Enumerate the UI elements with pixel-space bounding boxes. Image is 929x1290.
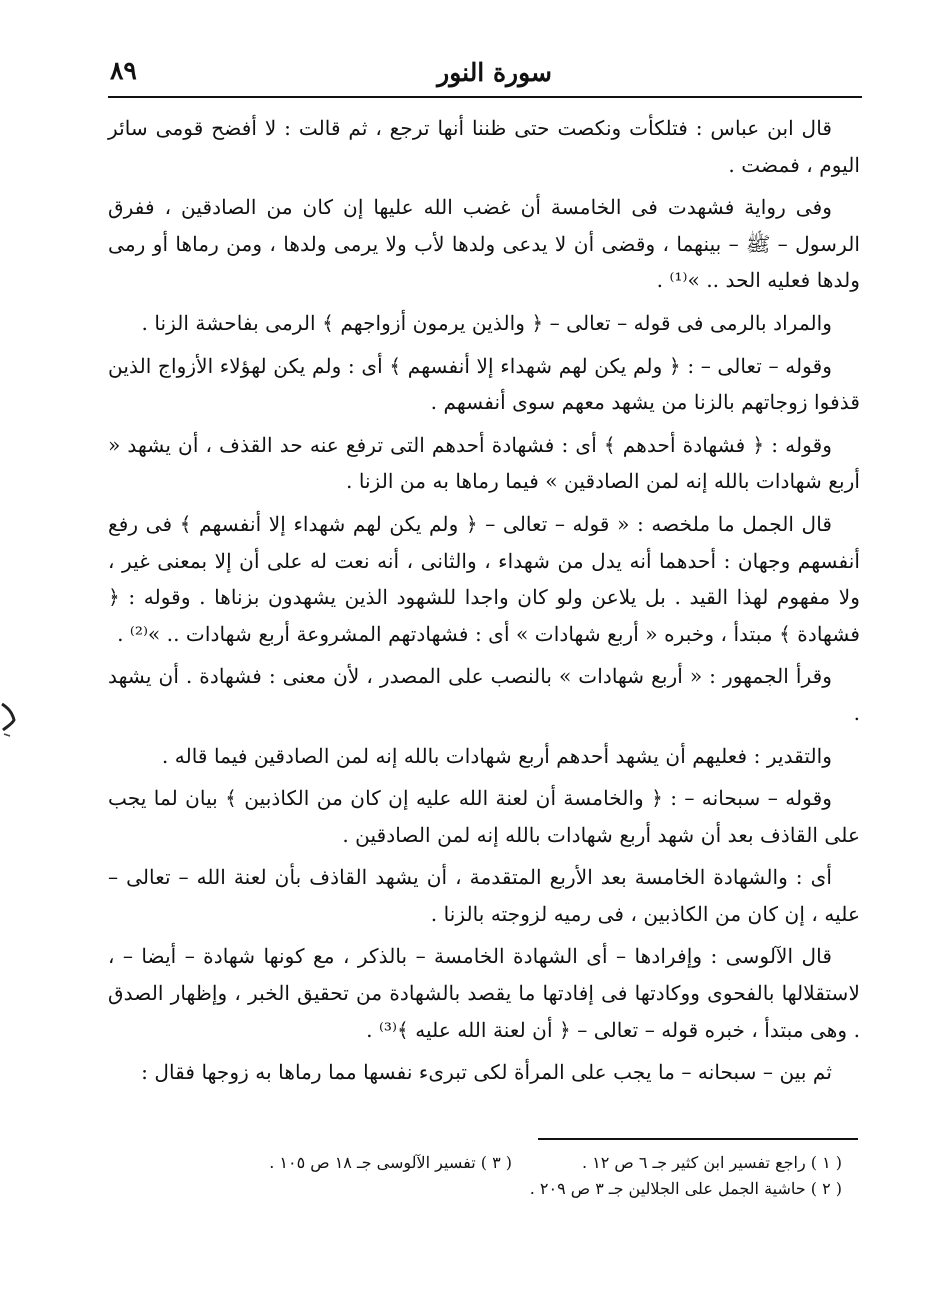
margin-ink-mark — [0, 690, 18, 750]
paragraph: أى : والشهادة الخامسة بعد الأربع المتقدمة ، أن يشهد القاذف بأن لعنة الله – تعالى – عليه ، إن كان من الكاذبين ، فى رميه لزوجته بالزنا . — [108, 865, 860, 926]
footnote-3: ( ٣ ) تفسير الآلوسى جـ ١٨ ص ١٠٥ . — [269, 1153, 512, 1172]
paragraph: والمراد بالرمى فى قوله – تعالى – ﴿ والذين يرمون أزواجهم ﴾ الرمى بفاحشة الزنا . — [141, 310, 832, 335]
footnote-divider — [538, 1138, 858, 1140]
footnote-1: ( ١ ) راجع تفسير ابن كثير جـ ٦ ص ١٢ . — [581, 1153, 842, 1172]
page-title: سورة النور — [437, 58, 552, 87]
paragraph: قال ابن عباس : فتلكأت ونكصت حتى ظننا أنها ترجع ، ثم قالت : لا أفضح قومى سائر اليوم ، فمضت . — [108, 116, 860, 177]
page-number: ٨٩ — [110, 56, 137, 85]
paragraph: قال الآلوسى : وإفرادها – أى الشهادة الخامسة – بالذكر ، مع كونها شهادة – أيضا – ، لاستقلالها بالفحوى ووكادتها فى إفادتها ما يقصد بالشهادة من تحقيق الخبر ، وإظهار الصدق . وهى مبتدأ ، خبره قوله – تعالى – ﴿ أن لعنة الله عليه ﴾⁽³⁾ . — [108, 944, 860, 1042]
footnote-2: ( ٢ ) حاشية الجمل على الجلالين جـ ٣ ص ٢٠٩ . — [529, 1179, 842, 1198]
footnotes — [130, 1150, 842, 1202]
paragraph: قال الجمل ما ملخصه : « قوله – تعالى – ﴿ ولم يكن لهم شهداء إلا أنفسهم ﴾ فى رفع أنفسهم وجهان : أحدهما أنه يدل من شهداء ، والثانى ، أنه نعت له على أن إلا بمعنى غير ، ولا مفهوم لهذا القيد . بل يلاعن ولو كان واجدا للشهود الذين يشهدون بزناها . وقوله : ﴿ فشهادة ﴾ مبتدأ ، وخبره « أربع شهادات » أى : فشهادتهم المشروعة أربع شهادات .. »⁽²⁾ . — [108, 511, 860, 646]
footnote-row — [130, 1150, 842, 1176]
paragraph: ثم بين – سبحانه – ما يجب على المرأة لكى تبرىء نفسها مما رماها به زوجها فقال : — [141, 1060, 832, 1085]
paragraph: وقوله – سبحانه – : ﴿ والخامسة أن لعنة الله عليه إن كان من الكاذبين ﴾ بيان لما يجب على القاذف بعد أن شهد أربع شهادات بالله إنه لمن الصادقين . — [108, 786, 860, 847]
paragraph: والتقدير : فعليهم أن يشهد أحدهم أربع شهادات بالله إنه لمن الصادقين فيما قاله . — [161, 743, 832, 768]
footnote-row — [130, 1176, 842, 1202]
paragraph: وفى رواية فشهدت فى الخامسة أن غضب الله عليها إن كان من الصادقين ، ففرق الرسول – ﷺ – بينهما ، وقضى أن لا يدعى ولدها لأب ولا يرمى ولدها ، ومن رماها أو رمى ولدها فعليه الحد .. »⁽¹⁾ . — [108, 195, 860, 293]
paragraph: وقوله : ﴿ فشهادة أحدهم ﴾ أى : فشهادة أحدهم التى ترفع عنه حد القذف ، أن يشهد « أربع شهادات بالله إنه لمن الصادقين » فيما رماها به من الزنا . — [108, 432, 860, 494]
paragraph: وقوله – تعالى – : ﴿ ولم يكن لهم شهداء إلا أنفسهم ﴾ أى : ولم يكن لهؤلاء الأزواج الذين قذفوا زوجاتهم بالزنا من يشهد معهم سوى أنفسهم . — [108, 353, 860, 415]
paragraph: وقرأ الجمهور : « أربع شهادات » بالنصب على المصدر ، لأن معنى : فشهادة . أن يشهد . — [108, 664, 860, 725]
main-text — [108, 110, 860, 1097]
header-divider — [108, 96, 862, 98]
page-header — [110, 52, 862, 94]
